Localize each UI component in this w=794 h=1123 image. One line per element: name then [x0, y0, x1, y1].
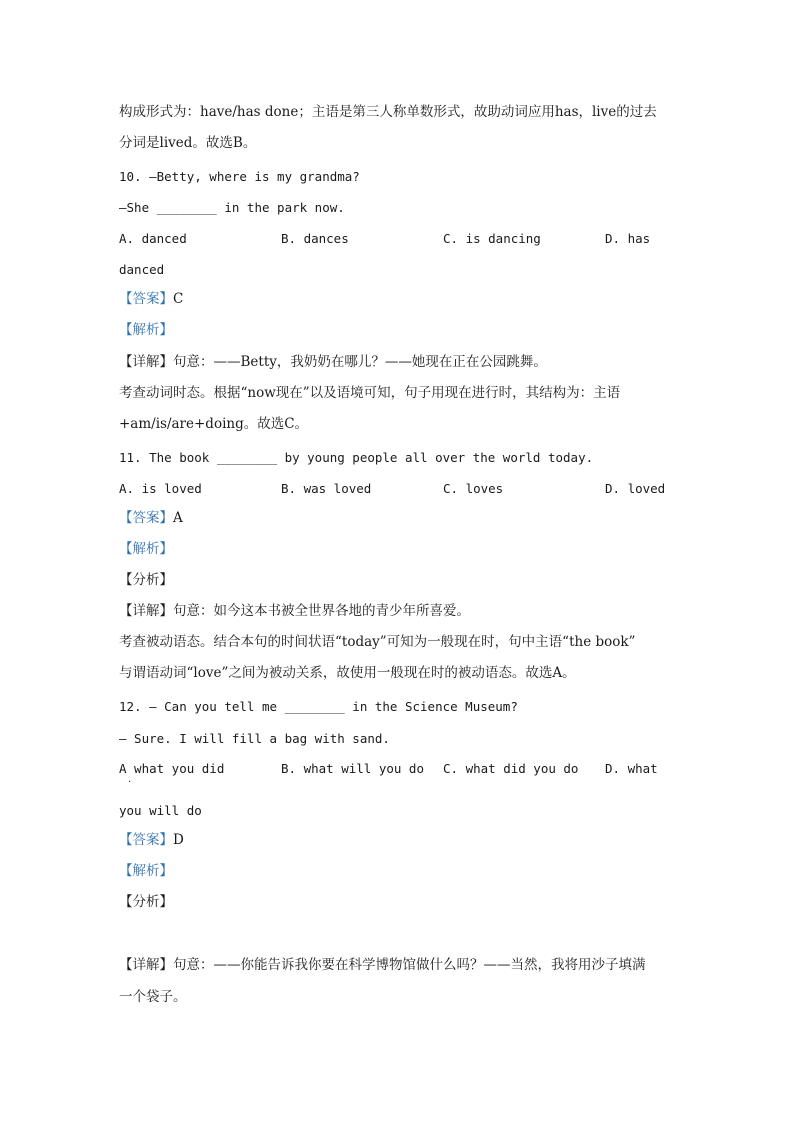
- q12-detail-2: 一个袋子。: [119, 989, 187, 1005]
- answer-value: D: [173, 832, 184, 848]
- q10-option-d-cont: danced: [119, 262, 165, 277]
- detail-tag: 【详解】: [119, 957, 173, 973]
- q10-explain-1: 考查动词时态。根据“now现在”以及语境可知，句子用现在进行时，其结构为：主语: [119, 385, 621, 401]
- q12-option-a: A what you did: [119, 761, 225, 776]
- q10-analysis: [119, 320, 173, 340]
- detail-tag: 【详解】: [119, 354, 173, 370]
- answer-tag: 【答案】: [119, 510, 173, 526]
- q11-option-c: C. loves: [443, 481, 504, 496]
- q12-fenxi: [119, 892, 173, 912]
- detail-text: 句意：——Betty，我奶奶在哪儿？——她现在正在公园跳舞。: [173, 354, 547, 370]
- q12-answer: [119, 830, 184, 850]
- q10-reply: —She ________ in the park now.: [119, 200, 345, 215]
- q12-detail: [119, 955, 646, 975]
- q10-detail: [119, 352, 547, 372]
- q11-stem: 11. The book ________ by young people all over the world today.: [119, 450, 594, 465]
- q12-stem: 12. — Can you tell me ________ in the Science Museum?: [119, 699, 518, 714]
- q11-analysis: [119, 539, 173, 559]
- q11-detail: [119, 601, 470, 621]
- q10-explain-2: +am/is/are+doing。故选C。: [119, 416, 309, 432]
- answer-value: A: [173, 510, 183, 526]
- q12-option-d: D. what: [605, 761, 658, 776]
- q10-answer: [119, 289, 183, 309]
- q12-analysis: [119, 861, 173, 881]
- q12-option-b: B. what will you do: [281, 761, 424, 776]
- q11-explain-1: 考查被动语态。结合本句的时间状语“today”可知为一般现在时，句中主语“the book”: [119, 634, 636, 650]
- q11-option-a: A. is loved: [119, 481, 202, 496]
- answer-tag: 【答案】: [119, 832, 173, 848]
- q10-option-a: A. danced: [119, 231, 187, 246]
- q12-reply: — Sure. I will fill a bag with sand.: [119, 731, 390, 746]
- fenxi-tag: 【分析】: [119, 572, 173, 588]
- fenxi-tag: 【分析】: [119, 894, 173, 910]
- detail-text: 句意：如今这本书被全世界各地的青少年所喜爱。: [173, 603, 470, 619]
- q12-option-a-dot: ·: [128, 777, 132, 788]
- intro-line-2: 分词是lived。故选B。: [119, 135, 257, 151]
- q12-option-d-cont: you will do: [119, 803, 202, 818]
- q10-stem: 10. —Betty, where is my grandma?: [119, 169, 360, 184]
- q12-option-c: C. what did you do: [443, 761, 579, 776]
- answer-tag: 【答案】: [119, 291, 173, 307]
- detail-text: 句意：——你能告诉我你要在科学博物馆做什么吗？——当然，我将用沙子填满: [173, 957, 646, 973]
- q11-fenxi: [119, 570, 173, 590]
- q11-explain-2: 与谓语动词“love”之间为被动关系，故使用一般现在时的被动语态。故选A。: [119, 665, 576, 681]
- q10-option-c: C. is dancing: [443, 231, 541, 246]
- q10-option-d: D. has: [605, 231, 651, 246]
- q10-option-b: B. dances: [281, 231, 349, 246]
- answer-value: C: [173, 291, 184, 307]
- detail-tag: 【详解】: [119, 603, 173, 619]
- analysis-tag: 【解析】: [119, 863, 173, 879]
- q11-answer: [119, 508, 183, 528]
- analysis-tag: 【解析】: [119, 541, 173, 557]
- q11-option-b: B. was loved: [281, 481, 372, 496]
- q11-option-d: D. loved: [605, 481, 666, 496]
- analysis-tag: 【解析】: [119, 322, 173, 338]
- intro-line-1: 构成形式为：have/has done；主语是第三人称单数形式，故助动词应用has，live的过去: [119, 104, 657, 120]
